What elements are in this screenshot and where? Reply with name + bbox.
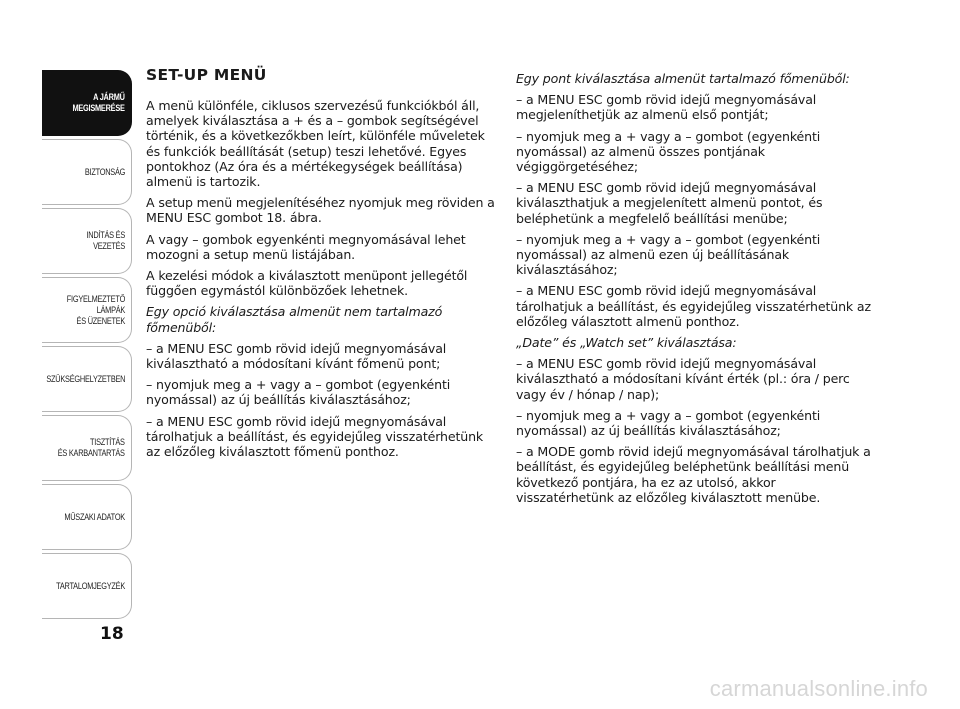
left-column — [146, 66, 498, 465]
step-item: – a MENU ESC gomb rövid idejű megnyomásával kiválaszthatjuk a megjelenített almenü pontot, és beléphetünk a megfelelő beállítási menübe; — [516, 180, 823, 226]
section-title: SET-UP MENÜ — [146, 66, 267, 84]
step-item: – nyomjuk meg a + vagy a – gombot (egyenkénti nyomással) az új beállítás kiválasztásához; — [146, 377, 451, 408]
tab-biztonsag[interactable] — [42, 139, 132, 205]
tab-label: A JÁRMŰ MEGISMERÉSE — [72, 92, 125, 113]
step-item: – a MENU ESC gomb rövid idejű megnyomásával tárolhatjuk a beállítást, és egyidejűleg visszatérhetünk az előzőleg választott almenü ponthoz. — [516, 283, 871, 329]
subheading: Egy pont kiválasztása almenüt tartalmazó főmenüből: — [516, 71, 850, 86]
tab-label: BIZTONSÁG — [84, 166, 125, 177]
subheading: „Date” és „Watch set” kiválasztása: — [516, 335, 737, 351]
paragraph: A kezelési módok a kiválasztott menüpont jellegétől függően egymástól különbözőek lehetnek. — [146, 268, 468, 299]
tab-label: SZÜKSÉGHELYZETBEN — [46, 373, 125, 384]
tab-label: TISZTÍTÁS ÉS KARBANTARTÁS — [58, 437, 125, 458]
step-item: – a MODE gomb rövid idejű megnyomásával tárolhatjuk a beállítást, és egyidejűleg beléphetünk beállítási menü következő pontjára, ha ez az utolsó, akkor visszatérhetünk az előzőleg kiválasztott menübe. — [516, 444, 871, 505]
paragraph: A vagy – gombok egyenkénti megnyomásával lehet mozogni a setup menü listájában. — [146, 231, 466, 262]
tab-a-jarmu-megismerese[interactable] — [42, 70, 132, 136]
tab-label: INDÍTÁS ÉS VEZETÉS — [86, 230, 125, 251]
step-item: – nyomjuk meg a + vagy a – gombot (egyenkénti nyomással) az új beállítás kiválasztásához; — [516, 407, 821, 439]
watermark: carmanualsonline.info — [709, 676, 928, 701]
tab-szukseghelyzetben[interactable] — [42, 346, 132, 412]
step-item: – a MENU ESC gomb rövid idejű megnyomásával tárolhatjuk a beállítást, és egyidejűleg visszatérhetünk az előzőleg kiválasztott főmenü ponthoz. — [146, 413, 484, 460]
step-item: – a MENU ESC gomb rövid idejű megnyomásával megjeleníthetjük az almenü első pontját; — [516, 92, 817, 123]
paragraph: A setup menü megjelenítéséhez nyomjuk meg röviden a MENU ESC gombot 18. ábra. — [146, 195, 495, 226]
subheading: Egy opció kiválasztása almenüt nem tartalmazó főmenüből: — [146, 304, 443, 335]
step-item: – nyomjuk meg a + vagy a – gombot (egyenkénti nyomással) az almenü ezen új beállításának kiválasztásához; — [516, 231, 821, 278]
tab-tisztitas-es-karbantartas[interactable] — [42, 415, 132, 481]
tab-tartalomjegyzek[interactable] — [42, 553, 132, 619]
right-column — [516, 71, 876, 511]
page-number: 18 — [100, 624, 124, 644]
step-item: – a MENU ESC gomb rövid idejű megnyomásával kiválasztható a módosítani kívánt főmenü pont; — [146, 340, 447, 372]
step-item: – a MENU ESC gomb rövid idejű megnyomásával kiválasztható a módosítani kívánt érték (pl.: óra / perc vagy év / hónap / nap); — [516, 356, 850, 402]
step-item: – nyomjuk meg a + vagy a – gombot (egyenkénti nyomással) az almenü összes pontjának végiggörgetéséhez; — [516, 128, 821, 175]
tab-label: MŰSZAKI ADATOK — [64, 511, 125, 522]
tab-figyelmezteto-lampak[interactable] — [42, 277, 132, 343]
paragraph: A menü különféle, ciklusos szervezésű funkciókból áll, amelyek kiválasztása a + és a – gombok segítségével történik, és a következőkben leírt, különféle műveletek és funkciók beállítását (setup) teszi lehetővé. Egyes pontokhoz (Az óra és a mértékegységek beállítása) almenü is tartozik. — [146, 98, 485, 190]
tab-label: TARTALOMJEGYZÉK — [56, 580, 125, 591]
tab-inditas-es-vezetes[interactable] — [42, 208, 132, 274]
tab-muszaki-adatok[interactable] — [42, 484, 132, 550]
tab-label: FIGYELMEZTETŐ LÁMPÁK ÉS ÜZENETEK — [66, 293, 125, 326]
